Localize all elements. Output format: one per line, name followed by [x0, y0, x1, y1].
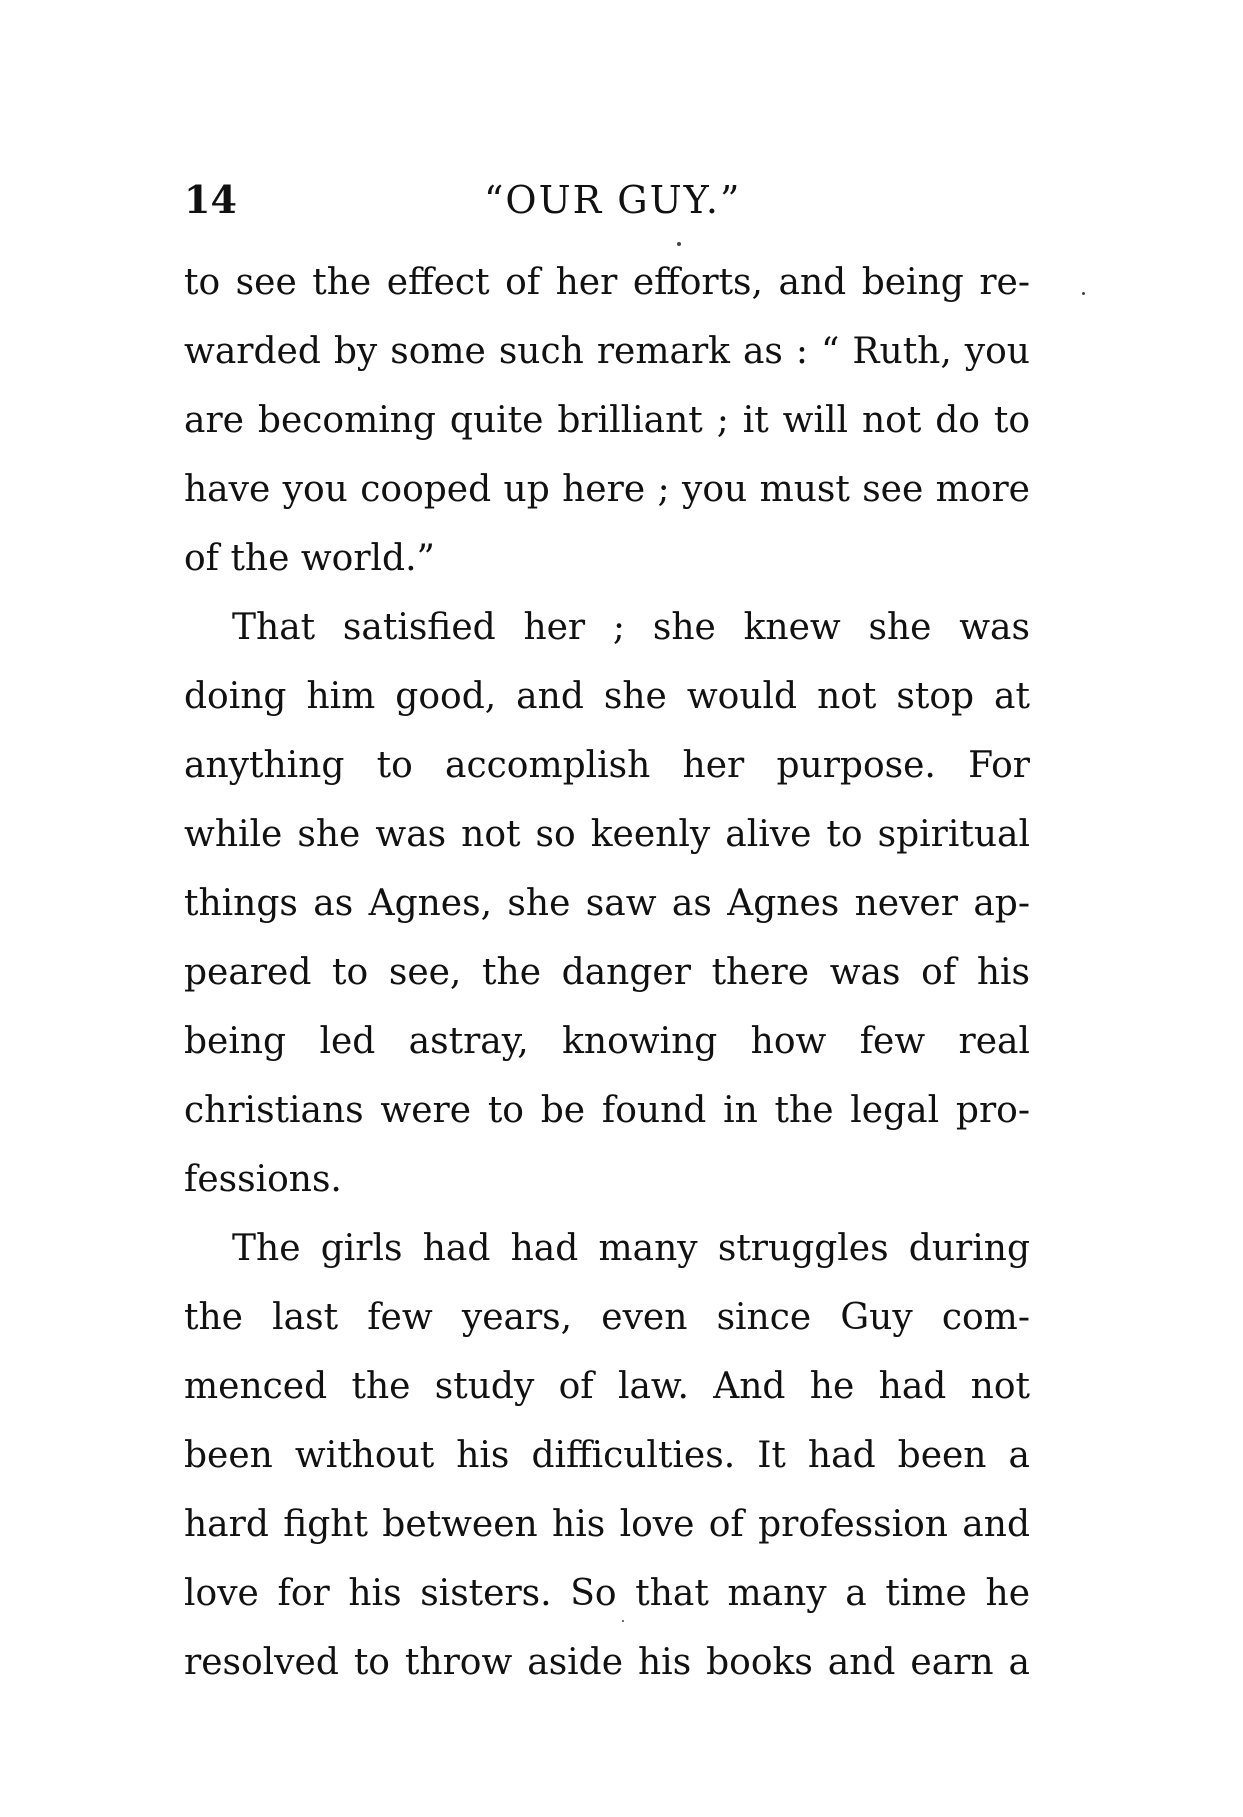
scan-speck [677, 242, 681, 246]
text-line: things as Agnes, she saw as Agnes never ap- [184, 883, 1030, 924]
page-number: 14 [184, 177, 237, 222]
text-line: have you cooped up here ; you must see more [184, 469, 1030, 510]
body-text [184, 248, 1030, 1697]
text-line: being led astray, knowing how few real [184, 1021, 1030, 1062]
text-line: been without his difficulties. It had been a [184, 1435, 1030, 1476]
text-line: warded by some such remark as : “ Ruth, you [184, 331, 1030, 372]
text-line: menced the study of law. And he had not [184, 1366, 1030, 1407]
page-header [184, 170, 1030, 230]
text-line: the last few years, even since Guy com- [184, 1297, 1030, 1338]
scan-speck [1082, 292, 1085, 295]
paragraph [184, 1214, 1030, 1697]
text-line: doing him good, and she would not stop at [184, 676, 1030, 717]
text-line: are becoming quite brilliant ; it will not do to [184, 400, 1030, 441]
paragraph [184, 593, 1030, 1214]
text-line: anything to accomplish her purpose. For [184, 745, 1030, 786]
text-line: fessions. [184, 1159, 342, 1200]
text-line: love for his sisters. So that many a time he [184, 1573, 1030, 1614]
text-line: of the world.” [184, 538, 435, 579]
text-line: to see the effect of her efforts, and being re- [184, 262, 1030, 303]
text-line: christians were to be found in the legal pro- [184, 1090, 1030, 1131]
paragraph [184, 248, 1030, 593]
text-line: while she was not so keenly alive to spiritual [184, 814, 1030, 855]
text-line: The girls had had many struggles during [232, 1228, 1030, 1269]
text-line: resolved to throw aside his books and earn a [184, 1642, 1030, 1683]
text-line: hard fight between his love of profession and [184, 1504, 1030, 1545]
text-line: That satisfied her ; she knew she was [232, 607, 1030, 648]
scan-speck [622, 1620, 624, 1622]
running-title: “OUR GUY.” [484, 178, 742, 222]
text-line: peared to see, the danger there was of his [184, 952, 1030, 993]
